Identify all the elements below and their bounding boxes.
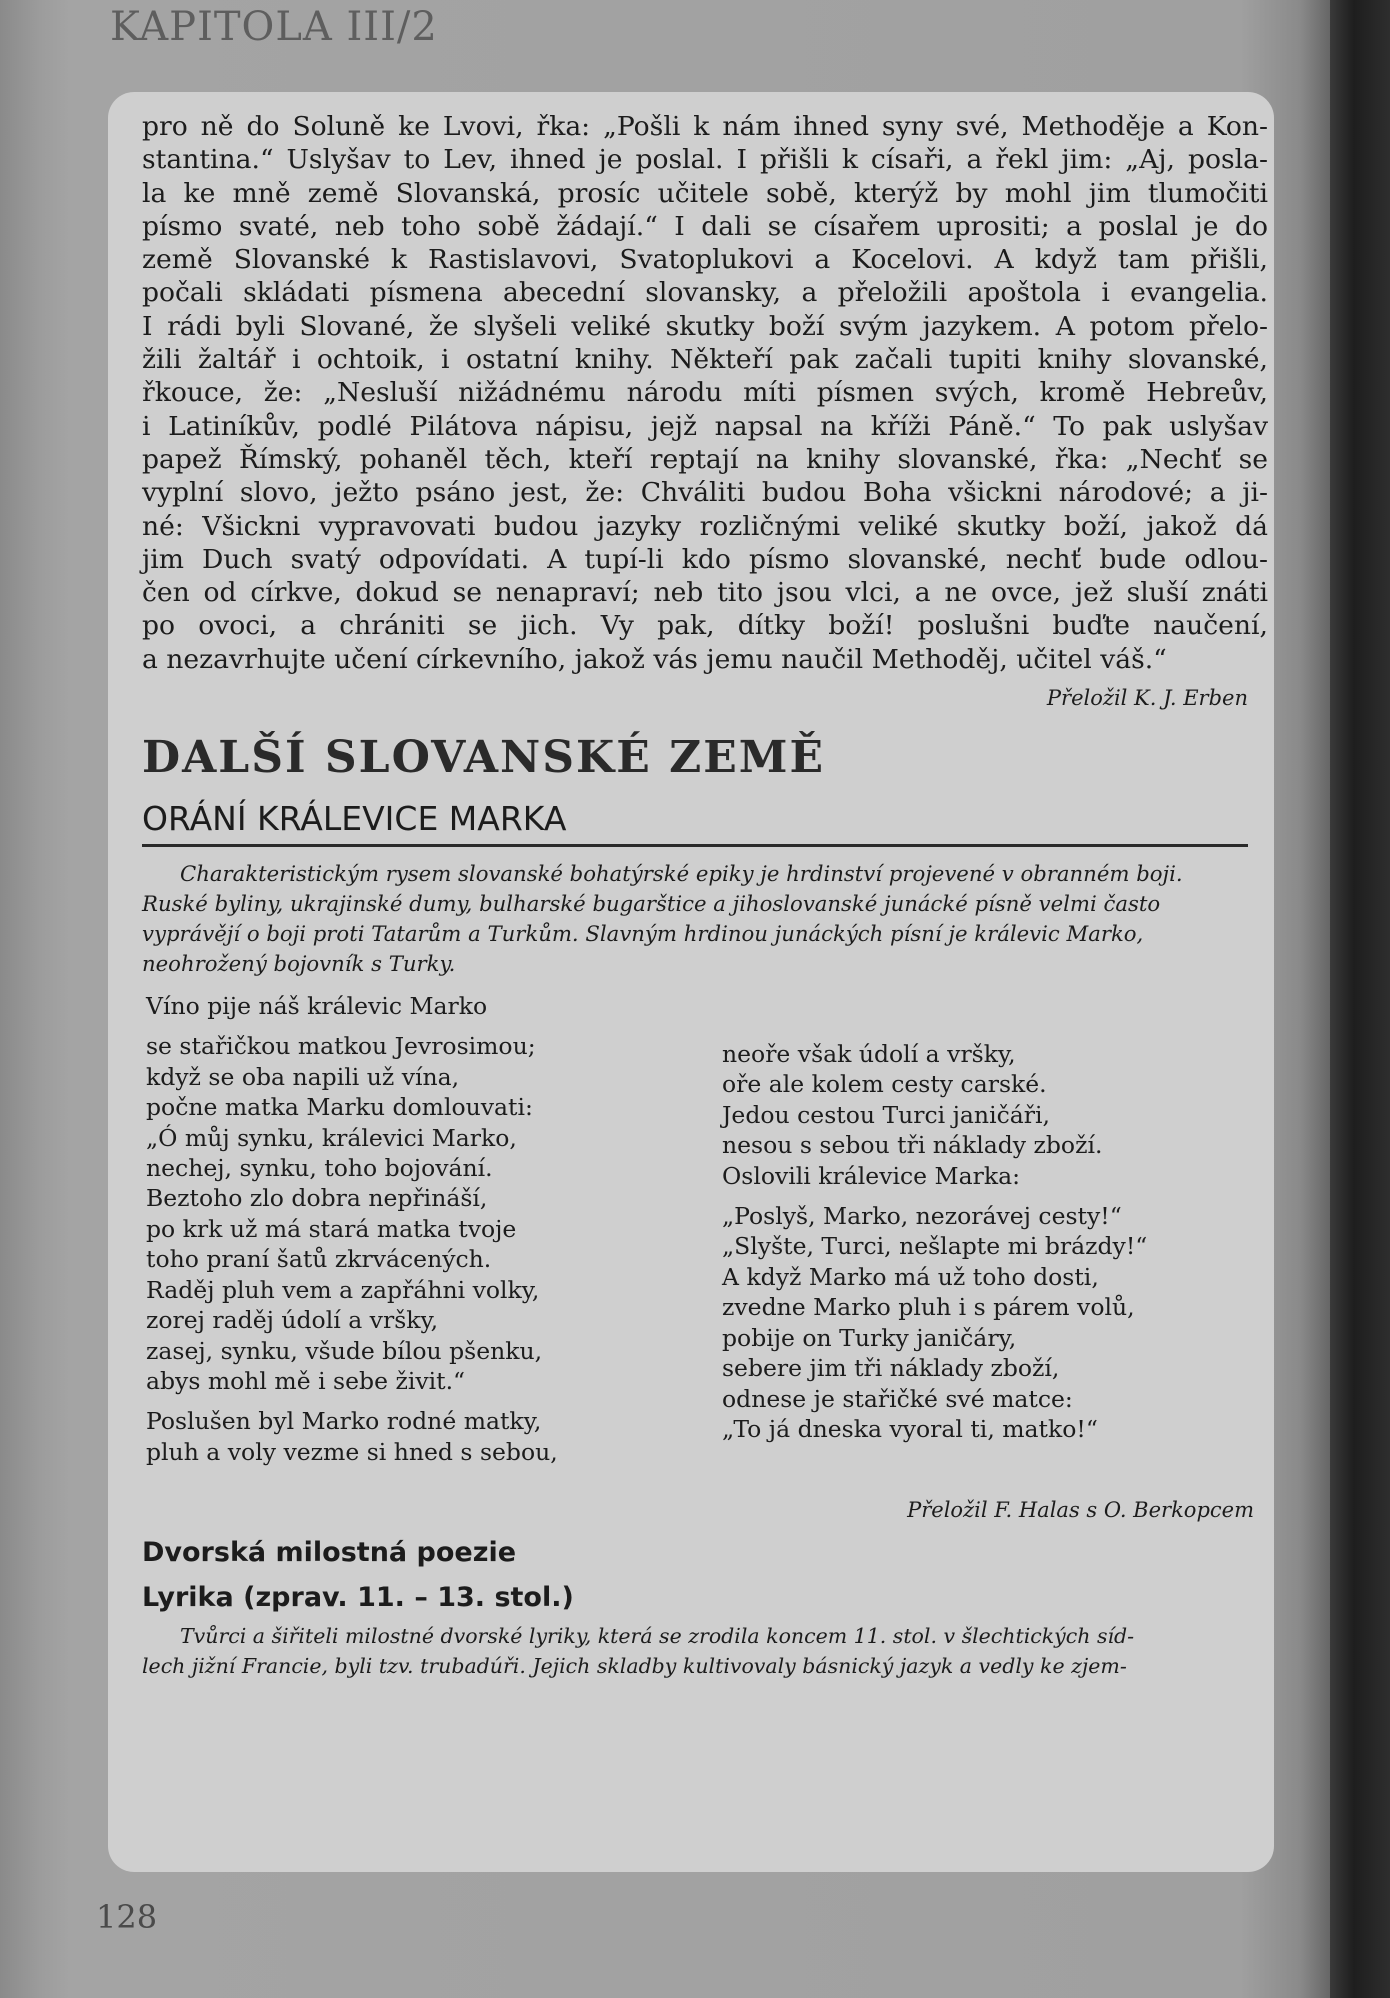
text-line: jim Duch svatý odpovídati. A tupí-li kdo písmo slovanské, nechť bude odlou-: [142, 543, 1268, 575]
poem-column-left: [146, 991, 558, 1467]
poem-translator-credit: Přeložil F. Halas s O. Berkopcem: [907, 1498, 1254, 1523]
poem-line: zorej raděj údolí a vršky,: [146, 1306, 439, 1335]
poem-line: zasej, synku, všude bílou pšenku,: [146, 1336, 543, 1365]
text-line: stantina.“ Uslyšav to Lev, ihned je poslal. I přišli k císaři, a řekl jim: „Aj, posla-: [142, 144, 1268, 176]
lyric-introduction: [142, 1621, 1268, 1681]
poem-line: Víno pije náš králevic Marko: [146, 992, 488, 1021]
text-line: písmo svaté, neb toho sobě žádají.“ I dali se císařem uprositi; a poslal je do: [142, 210, 1268, 242]
poem-line: „To já dneska vyoral ti, matko!“: [722, 1414, 1098, 1443]
text-line: země Slovanské k Rastislavovi, Svatoplukovi a Kocelovi. A když tam přišli,: [142, 244, 1268, 276]
poem-line: Poslušen byl Marko rodné matky,: [146, 1407, 542, 1436]
poem-line: Raděj pluh vem a zapřáhni volky,: [146, 1275, 540, 1304]
content-panel: [108, 92, 1274, 1872]
poem-line: počne matka Marku domlouvati:: [146, 1093, 533, 1122]
poem-line: A když Marko má už toho dosti,: [722, 1262, 1099, 1291]
poem-line: Jedou cestou Turci janičáři,: [722, 1100, 1050, 1129]
heading-courtly-poetry: Dvorská milostná poezie: [142, 1537, 517, 1569]
text-line: neohrožený bojovník s Turky.: [142, 951, 456, 977]
text-line: Charakteristickým rysem slovanské bohatýrské epiky je hrdinství projevené v obranném boji.: [180, 861, 1183, 887]
translated-prose: [142, 110, 1268, 676]
poem: [142, 991, 1268, 1531]
text-line: papež Římský, pohaněl těch, kteří reptají na knihy slovanské, řka: „Nechť se: [142, 443, 1268, 475]
poem-line: sebere jim tři náklady zboží,: [722, 1354, 1060, 1383]
text-line: čen od církve, dokud se nenapraví; neb tito jsou vlci, a ne ovce, jež sluší znáti: [142, 577, 1268, 609]
heading-lyric: Lyrika (zprav. 11. – 13. stol.): [142, 1582, 574, 1614]
poem-line: „Poslyš, Marko, nezorávej cesty!“: [722, 1202, 1122, 1231]
prose-translator-credit: Přeložil K. J. Erben: [1046, 686, 1248, 711]
poem-line: oře ale kolem cesty carské.: [722, 1070, 1047, 1099]
subsection-title: ORÁNÍ KRÁLEVICE MARKA: [142, 799, 1248, 847]
text-line: I rádi byli Slované, že slyšeli veliké skutky boží svým jazykem. A potom přelo-: [142, 310, 1268, 342]
text-line: počali skládati písmena abecední slovansky, a přeložili apoštola i evangelia.: [142, 277, 1268, 309]
text-line: la ke mně země Slovanská, prosíc učitele sobě, kterýž by mohl jim tlumočiti: [142, 177, 1268, 209]
poem-line: neoře však údolí a vršky,: [722, 1040, 1016, 1069]
text-line: řkouce, že: „Nesluší nižádnému národu míti písmen svých, kromě Hebreův,: [142, 377, 1268, 409]
poem-introduction: [142, 859, 1268, 979]
poem-column-right: [722, 1039, 1147, 1444]
poem-line: zvedne Marko pluh i s párem volů,: [722, 1293, 1135, 1322]
poem-line: „Slyšte, Turci, nešlapte mi brázdy!“: [722, 1232, 1148, 1261]
text-line: lech jižní Francie, byli tzv. trubadúři. Jejich skladby kultivovaly básnický jazyk a vedly ke zjem-: [142, 1654, 1127, 1679]
poem-line: se stařičkou matkou Jevrosimou;: [146, 1032, 536, 1061]
text-line: pro ně do Soluně ke Lvovi, řka: „Pošli k nám ihned syny své, Methoděje a Kon-: [142, 111, 1268, 142]
text-line: a nezavrhujte učení církevního, jakož vás jemu naučil Methoděj, učitel váš.“: [142, 643, 1167, 675]
book-spine: [1330, 0, 1390, 1998]
text-line: Ruské byliny, ukrajinské dumy, bulharské bugarštice a jihoslovanské junácké písně velmi často: [142, 891, 1161, 917]
poem-line: Oslovili králevice Marka:: [722, 1161, 1020, 1190]
poem-line: když se oba napili už vína,: [146, 1062, 460, 1091]
poem-line: pluh a voly vezme si hned s sebou,: [146, 1437, 558, 1466]
text-line: po ovoci, a chrániti se jich. Vy pak, dítky boží! poslušni buďte naučení,: [142, 610, 1268, 642]
text-line: vyprávějí o boji proti Tatarům a Turkům. Slavným hrdinou junáckých písní je králevic Marko,: [142, 921, 1144, 947]
poem-line: nechej, synku, toho bojování.: [146, 1154, 493, 1183]
poem-line: nesou s sebou tři náklady zboží.: [722, 1131, 1103, 1160]
poem-line: abys mohl mě i sebe živit.“: [146, 1366, 466, 1395]
text-line: i Latiníkův, podlé Pilátova nápisu, jejž napsal na kříži Páně.“ To pak uslyšav: [142, 410, 1268, 442]
chapter-heading: KAPITOLA III/2: [110, 4, 438, 50]
page-number: 128: [96, 1898, 158, 1936]
text-line: né: Všickni vypravovati budou jazyky rozličnými veliké skutky boží, jakož dá: [142, 510, 1268, 542]
poem-line: „Ó můj synku, králevici Marko,: [146, 1123, 517, 1152]
text-line: Tvůrci a šiřiteli milostné dvorské lyriky, která se zrodila koncem 11. stol. v šlechtických síd-: [180, 1624, 1135, 1649]
poem-line: odnese je stařičké své matce:: [722, 1384, 1073, 1413]
text-line: žili žaltář i ochtoik, i ostatní knihy. Někteří pak začali tupiti knihy slovanské,: [142, 344, 1268, 376]
poem-line: pobije on Turky janičáry,: [722, 1323, 1017, 1352]
poem-line: Beztoho zlo dobra nepřináší,: [146, 1184, 488, 1213]
poem-line: toho praní šatů zkrvácených.: [146, 1245, 492, 1274]
poem-line: po krk už má stará matka tvoje: [146, 1214, 517, 1243]
section-title: DALŠÍ SLOVANSKÉ ZEMĚ: [142, 732, 826, 784]
text-line: vyplní slovo, ježto psáno jest, že: Chváliti budou Boha všickni národové; a ji-: [142, 477, 1268, 509]
